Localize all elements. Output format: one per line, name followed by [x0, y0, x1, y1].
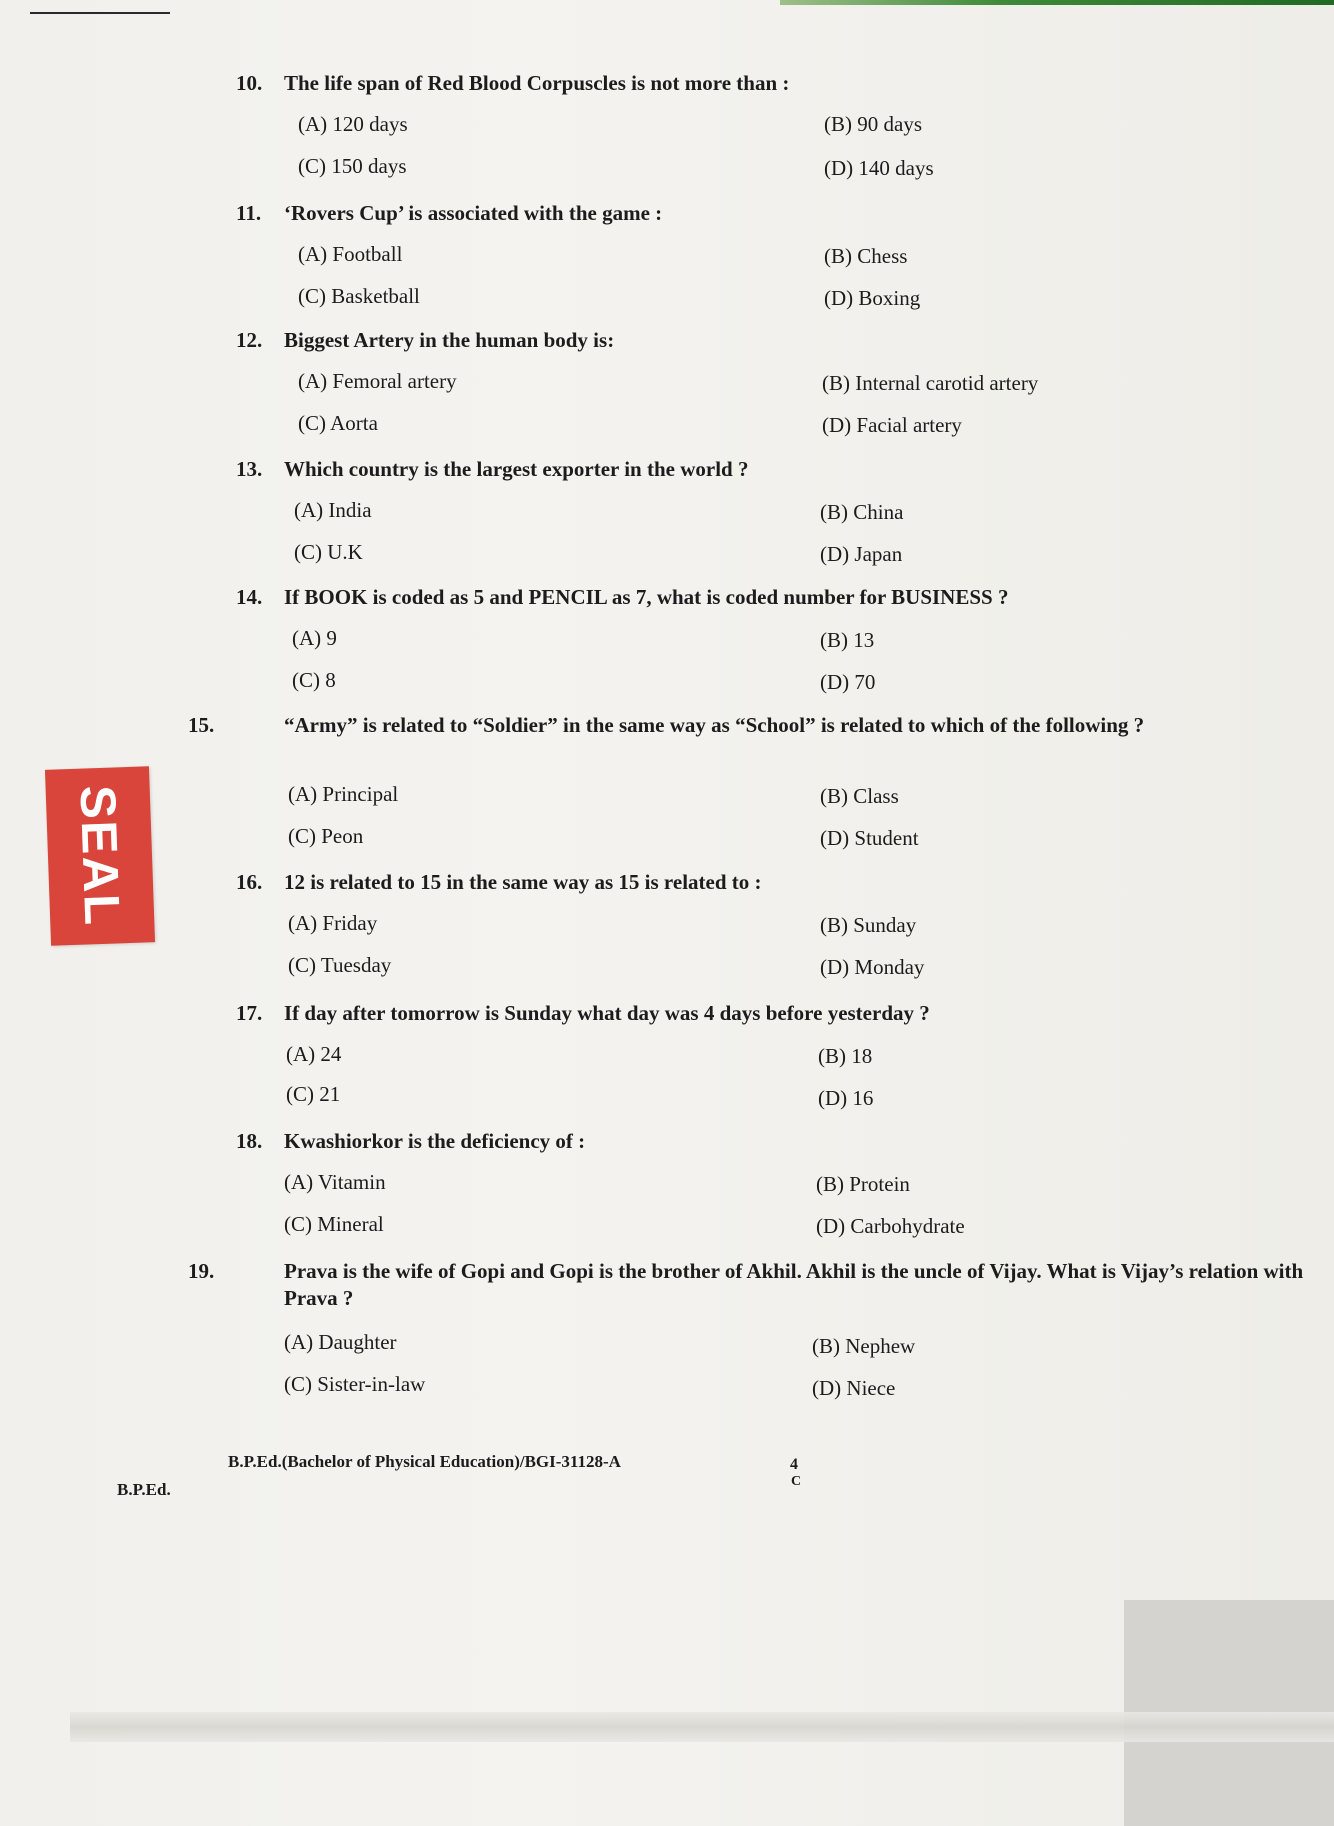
option-a: (A) 9: [292, 626, 337, 650]
question-number: 13.: [236, 457, 263, 481]
question-text: Prava is the wife of Gopi and Gopi is the brother of Akhil. Akhil is the uncle of Vijay. What is Vijay’s relation with Prava ?: [284, 1259, 1304, 1310]
option-d: (D) 140 days: [824, 156, 934, 180]
question-14: [236, 584, 1296, 694]
option-b: (B) Nephew: [812, 1334, 916, 1358]
question-text: Biggest Artery in the human body is:: [284, 328, 615, 352]
question-12: [236, 327, 1296, 437]
question-15: [188, 712, 1296, 850]
question-text: Which country is the largest exporter in the world ?: [284, 457, 749, 481]
footer-paper-code: B.P.Ed.(Bachelor of Physical Education)/BGI-31128-A: [228, 1452, 621, 1471]
option-c: (C) Basketball: [298, 284, 420, 308]
option-d: (D) 16: [818, 1086, 874, 1110]
option-a: (A) 120 days: [298, 112, 408, 136]
option-a: (A) Femoral artery: [298, 369, 457, 393]
question-number: 17.: [236, 1001, 263, 1025]
option-d: (D) Student: [820, 826, 919, 850]
option-a: (A) Football: [298, 242, 403, 266]
question-17: [236, 1000, 1296, 1110]
question-16: [236, 869, 1296, 979]
option-b: (B) Chess: [824, 244, 908, 268]
course-label: B.P.Ed.: [117, 1480, 171, 1499]
option-b: (B) Internal carotid artery: [822, 371, 1039, 395]
option-b: (B) 13: [820, 628, 875, 652]
option-c: (C) Peon: [288, 824, 364, 848]
option-b: (B) Protein: [816, 1172, 910, 1196]
question-number: 18.: [236, 1129, 263, 1153]
question-number: 15.: [188, 713, 215, 737]
scan-fold-band: [70, 1712, 1334, 1742]
option-b: (B) Class: [820, 784, 899, 808]
page-number: 4: [790, 1456, 798, 1473]
question-11: [236, 200, 1296, 310]
option-c: (C) Tuesday: [288, 953, 392, 977]
option-a: (A) India: [294, 498, 372, 522]
option-d: (D) Japan: [820, 542, 903, 566]
seal-label: SEAL: [69, 784, 131, 928]
option-c: (C) 8: [292, 668, 336, 692]
question-number: 10.: [236, 71, 263, 95]
question-text: The life span of Red Blood Corpuscles is not more than :: [284, 71, 790, 95]
question-number: 14.: [236, 585, 263, 609]
option-a: (A) Friday: [288, 911, 378, 935]
option-c: (C) U.K: [294, 540, 363, 564]
option-d: (D) Niece: [812, 1376, 896, 1400]
question-text: Kwashiorkor is the deficiency of :: [284, 1129, 586, 1153]
option-c: (C) 21: [286, 1082, 341, 1106]
option-b: (B) China: [820, 500, 904, 524]
option-b: (B) Sunday: [820, 913, 917, 937]
question-number: 19.: [188, 1259, 215, 1283]
question-18: [236, 1128, 1296, 1238]
option-d: (D) Monday: [820, 955, 925, 979]
option-d: (D) Boxing: [824, 286, 921, 310]
question-text: If BOOK is coded as 5 and PENCIL as 7, what is coded number for BUSINESS ?: [284, 585, 1009, 609]
question-text: “Army” is related to “Soldier” in the same way as “School” is related to which of the following ?: [284, 713, 1145, 737]
option-d: (D) 70: [820, 670, 876, 694]
question-text: ‘Rovers Cup’ is associated with the game :: [284, 201, 663, 225]
question-number: 11.: [236, 201, 262, 225]
option-b: (B) 90 days: [824, 112, 922, 136]
question-number: 12.: [236, 328, 263, 352]
option-c: (C) Sister-in-law: [284, 1372, 426, 1396]
option-d: (D) Carbohydrate: [816, 1214, 965, 1238]
option-c: (C) Aorta: [298, 411, 378, 435]
question-text: If day after tomorrow is Sunday what day was 4 days before yesterday ?: [284, 1001, 930, 1025]
option-a: (A) Vitamin: [284, 1170, 386, 1194]
option-a: (A) Principal: [288, 782, 399, 806]
option-b: (B) 18: [818, 1044, 873, 1068]
question-number: 16.: [236, 870, 263, 894]
option-d: (D) Facial artery: [822, 413, 962, 437]
question-text: 12 is related to 15 in the same way as 15 is related to :: [284, 870, 762, 894]
question-13: [236, 456, 1296, 566]
series-mark: C: [791, 1474, 802, 1489]
option-a: (A) 24: [286, 1042, 342, 1066]
question-10: [236, 70, 1296, 180]
option-a: (A) Daughter: [284, 1330, 397, 1354]
question-19: [188, 1258, 1304, 1400]
option-c: (C) Mineral: [284, 1212, 384, 1236]
option-c: (C) 150 days: [298, 154, 407, 178]
